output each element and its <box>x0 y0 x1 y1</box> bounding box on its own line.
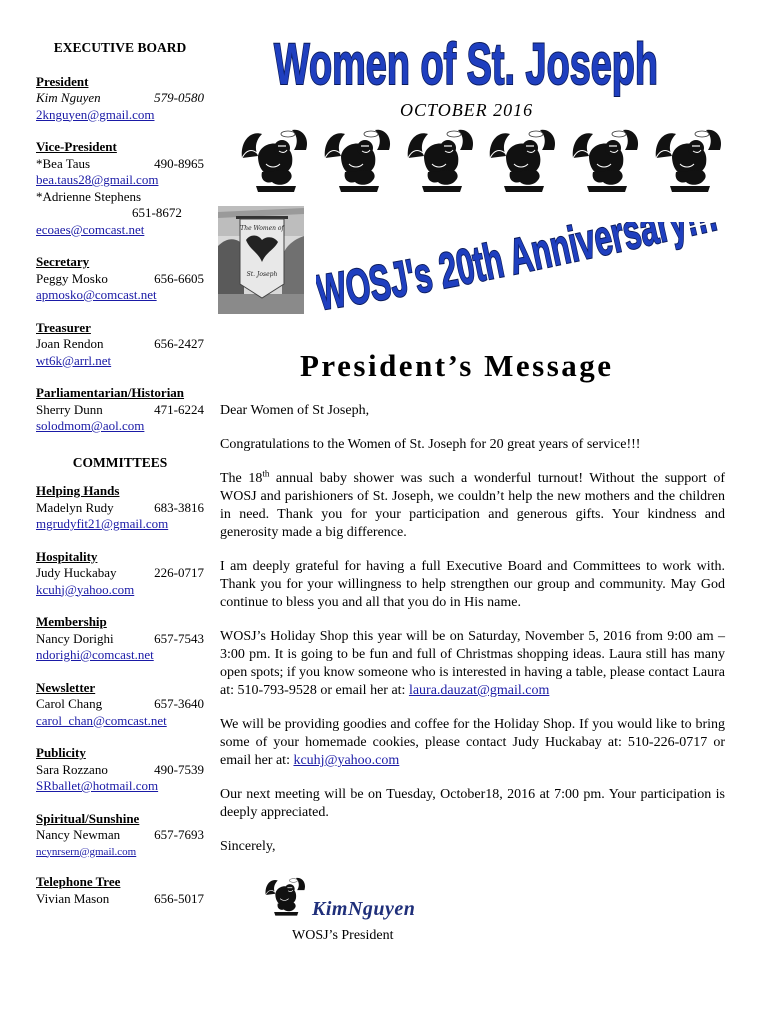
role-label: Publicity <box>36 745 86 760</box>
spiritual-sunshine-entry <box>36 811 204 861</box>
member-email-link[interactable]: mgrudyfit21@gmail.com <box>36 516 169 531</box>
member-phone: 656-2427 <box>154 336 204 351</box>
svg-text:WOSJ's 20th Anniversary!!! <box>316 222 722 318</box>
banner-text-bottom: St. Joseph <box>246 271 278 278</box>
member-phone: 683-3816 <box>154 499 204 515</box>
member-name: Sherry Dunn <box>36 401 103 417</box>
member-phone: 656-5017 <box>154 890 204 906</box>
banner-photo <box>218 206 304 314</box>
member-email-link[interactable]: solodmom@aol.com <box>36 418 145 433</box>
member-name: *Adrienne Stephens <box>36 188 142 204</box>
contact-sidebar <box>36 40 204 907</box>
member-email-link[interactable]: ncynrsern@gmail.com <box>36 845 137 858</box>
member-name: Peggy Mosko <box>36 270 108 286</box>
secretary-entry <box>36 254 204 304</box>
greeting: Dear Women of St Joseph, <box>220 403 370 418</box>
role-label: Membership <box>36 614 107 629</box>
member-name: Nancy Newman <box>36 827 121 842</box>
member-phone: 471-6224 <box>154 401 204 417</box>
member-phone: 490-7539 <box>154 761 204 777</box>
member-phone: 657-3640 <box>154 696 204 711</box>
member-email-link[interactable]: 2knguyen@gmail.com <box>36 106 155 122</box>
member-name: Madelyn Rudy <box>36 499 114 515</box>
gargoyle-icon <box>650 120 726 196</box>
title-wordart <box>270 28 662 98</box>
member-phone: 226-0717 <box>154 565 204 580</box>
telephone-tree-entry <box>36 874 204 907</box>
issue-date: OCTOBER 2016 <box>400 100 534 120</box>
helping-hands-entry <box>36 483 204 533</box>
banner-photo-image <box>218 206 304 314</box>
gargoyle-icon <box>567 120 643 196</box>
paragraph-congrats: Congratulations to the Women of St. Joseph for 20 great years of service!!! <box>220 437 641 452</box>
message-body <box>220 402 725 872</box>
newsletter-title <box>270 28 662 98</box>
role-label: President <box>36 73 89 89</box>
judy-email-link[interactable]: kcuhj@yahoo.com <box>293 753 400 768</box>
paragraph-gratitude: I am deeply grateful for having a full Executive Board and Committees to work with. Thank you for your willingness to help strengthen our group and community. May God continue to bless you and all that you do in His name. <box>220 559 725 610</box>
paragraph-meeting: Our next meeting will be on Tuesday, October18, 2016 at 7:00 pm. Your participation is deeply appreciated. <box>220 787 725 820</box>
gargoyle-row <box>236 120 726 196</box>
title-text: Women of St. Joseph <box>274 32 658 97</box>
treasurer-entry <box>36 320 204 370</box>
closing: Sincerely, <box>220 839 276 854</box>
role-label: Telephone Tree <box>36 874 121 889</box>
member-name: Vivian Mason <box>36 890 110 906</box>
member-phone: 490-8965 <box>154 155 204 171</box>
gargoyle-icon <box>402 120 478 196</box>
signature-role: WOSJ’s President <box>292 928 394 943</box>
anniversary-banner <box>316 222 728 318</box>
member-email-link[interactable]: ecoaes@comcast.net <box>36 221 145 237</box>
member-email-link[interactable]: bea.taus28@gmail.com <box>36 172 159 187</box>
president-entry <box>36 74 204 124</box>
role-label: Treasurer <box>36 319 91 335</box>
role-label: Parliamentarian/Historian <box>36 385 185 400</box>
member-phone: 579-0580 <box>154 90 204 105</box>
gargoyle-icon <box>319 120 395 196</box>
member-email-link[interactable]: apmosko@comcast.net <box>36 287 157 302</box>
laura-email-link[interactable]: laura.dauzat@gmail.com <box>408 683 550 698</box>
newsletter-entry <box>36 680 204 730</box>
member-name: Joan Rendon <box>36 336 104 351</box>
member-phone: 657-7693 <box>154 827 204 842</box>
gargoyle-icon <box>262 872 308 918</box>
member-name: Kim Nguyen <box>36 90 101 105</box>
member-name: Sara Rozzano <box>36 761 108 777</box>
gargoyle-icon <box>484 120 560 196</box>
member-email-link[interactable]: wt6k@arrl.net <box>36 352 112 368</box>
publicity-entry <box>36 745 204 795</box>
member-phone: 656-6605 <box>154 270 204 286</box>
member-phone: 651-8672 <box>132 205 182 220</box>
member-phone: 657-7543 <box>154 630 204 646</box>
member-name: Nancy Dorighi <box>36 630 114 646</box>
role-label: Spiritual/Sunshine <box>36 810 140 826</box>
paragraph-holiday-shop: WOSJ’s Holiday Shop this year will be on Saturday, November 5, 2016 from 9:00 am – 3:00 pm. It is going to be fun and full of Christmas shopping ideas. Laura still has many open spots; if you know someone who is interested in having a table, please contact Laura at: 510-793-9528 or email her at: laura.dauzat@gmail.com <box>220 629 725 698</box>
role-label: Hospitality <box>36 548 98 564</box>
member-name: Carol Chang <box>36 696 103 711</box>
role-label: Newsletter <box>36 679 96 695</box>
member-email-link[interactable]: ndorighi@comcast.net <box>36 647 154 662</box>
member-name: Judy Huckabay <box>36 565 117 580</box>
role-label: Helping Hands <box>36 483 120 498</box>
parliamentarian-entry <box>36 385 204 435</box>
role-label: Vice-President <box>36 139 117 154</box>
paragraph-goodies: We will be providing goodies and coffee for the Holiday Shop. If you would like to bring some of your homemade cookies, please contact Judy Huckabay at: 510-226-0717 or email her at: kcuhj@yahoo.com <box>220 717 725 768</box>
message-title: President’s Message <box>300 348 614 383</box>
member-email-link[interactable]: kcuhj@yahoo.com <box>36 581 135 597</box>
hospitality-entry <box>36 549 204 599</box>
committees-heading: COMMITTEES <box>72 454 168 470</box>
banner-text-top: The Women of <box>240 225 284 232</box>
member-name: *Bea Taus <box>36 155 91 171</box>
member-email-link[interactable]: carol_chan@comcast.net <box>36 712 167 728</box>
anniversary-text: WOSJ's 20th Anniversar <box>316 222 683 318</box>
member-email-link[interactable]: SRballet@hotmail.com <box>36 778 159 793</box>
membership-entry <box>36 614 204 664</box>
gargoyle-icon <box>236 120 312 196</box>
signature-name: KimNguyen <box>312 898 416 920</box>
paragraph-baby-shower: The 18th annual baby shower was such a wonderful turnout! Without the support of WOSJ and parishioners of St. Joseph, we couldn’t help the new mothers and the children in need. Thank you for your participation and generous gifts. Your kindness and generosity made a big difference. <box>220 468 726 540</box>
executive-board-heading: EXECUTIVE BOARD <box>53 40 187 55</box>
anniversary-wordart <box>316 222 728 318</box>
vice-president-entry <box>36 139 204 238</box>
role-label: Secretary <box>36 254 90 269</box>
